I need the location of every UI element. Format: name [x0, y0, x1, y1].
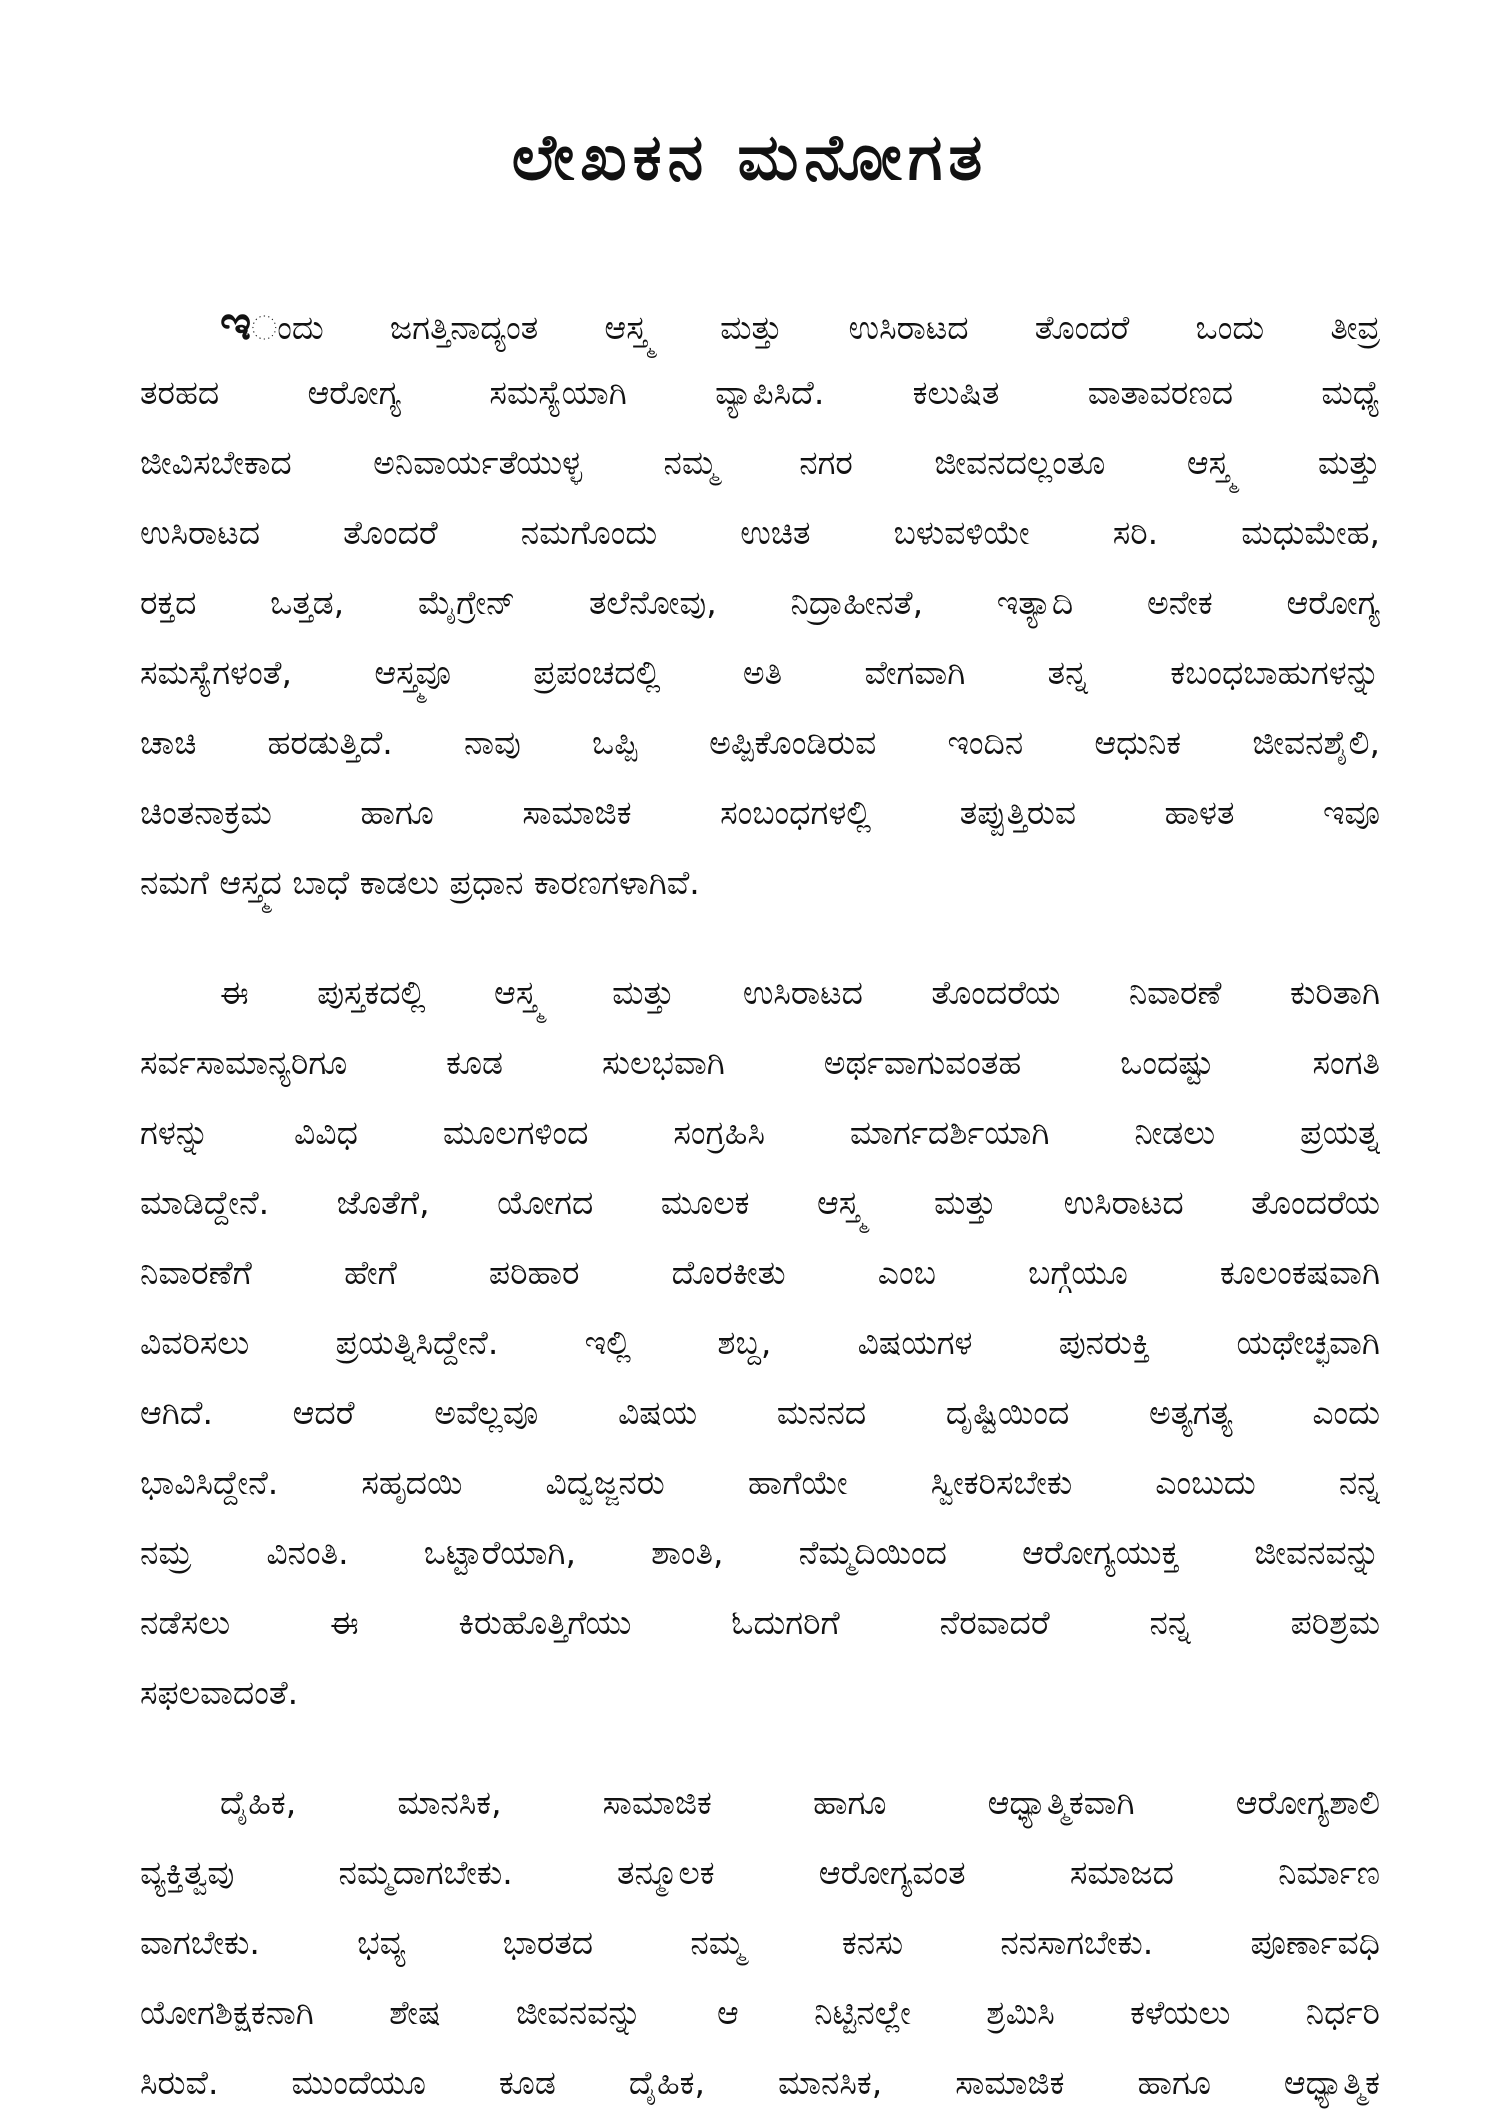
paragraph-2-line: ಭಾವಿಸಿದ್ದೇನೆ. ಸಹೃದಯಿ ವಿದ್ವಜ್ಜನರು ಹಾಗೆಯೇ ಸ್ವೀಕರಿಸಬೇಕು ಎಂಬುದು ನನ್ನ [140, 1463, 1380, 1502]
paragraph-1-line: ಜೀವಿಸಬೇಕಾದ ಅನಿವಾರ್ಯತೆಯುಳ್ಳ ನಮ್ಮ ನಗರ ಜೀವನದಲ್ಲಂತೂ ಆಸ್ತ್ಮ ಮತ್ತು [140, 443, 1380, 482]
paragraph-2-line: ನಡೆಸಲು ಈ ಕಿರುಹೊತ್ತಿಗೆಯು ಓದುಗರಿಗೆ ನೆರವಾದರೆ ನನ್ನ ಪರಿಶ್ರಮ [140, 1603, 1380, 1642]
paragraph-1-line: ಚಾಚಿ ಹರಡುತ್ತಿದೆ. ನಾವು ಒಪ್ಪಿ ಅಪ್ಪಿಕೊಂಡಿರುವ ಇಂದಿನ ಆಧುನಿಕ ಜೀವನಶೈಲಿ, [140, 723, 1380, 762]
paragraph-2-line: ಮಾಡಿದ್ದೇನೆ. ಜೊತೆಗೆ, ಯೋಗದ ಮೂಲಕ ಆಸ್ತ್ಮ ಮತ್ತು ಉಸಿರಾಟದ ತೊಂದರೆಯ [140, 1183, 1380, 1222]
paragraph-1-line: ಚಿಂತನಾಕ್ರಮ ಹಾಗೂ ಸಾಮಾಜಿಕ ಸಂಬಂಧಗಳಲ್ಲಿ ತಪ್ಪುತ್ತಿರುವ ಹಾಳತ ಇವೂ [140, 793, 1380, 832]
paragraph-2-line: ಸರ್ವಸಾಮಾನ್ಯರಿಗೂ ಕೂಡ ಸುಲಭವಾಗಿ ಅರ್ಥವಾಗುವಂತಹ ಒಂದಷ್ಟು ಸಂಗತಿ [140, 1043, 1380, 1082]
paragraph-2-line: ನಮ್ರ ವಿನಂತಿ. ಒಟ್ಟಾರೆಯಾಗಿ, ಶಾಂತಿ, ನೆಮ್ಮದಿಯಿಂದ ಆರೋಗ್ಯಯುಕ್ತ ಜೀವನವನ್ನು [140, 1533, 1380, 1572]
paragraph-spacer [140, 1728, 1380, 1768]
paragraph-1-line-1 [140, 288, 1380, 358]
paragraph-3-line: ವ್ಯಕ್ತಿತ್ವವು ನಮ್ಮದಾಗಬೇಕು. ತನ್ಮೂಲಕ ಆರೋಗ್ಯವಂತ ಸಮಾಜದ ನಿರ್ಮಾಣ [140, 1853, 1380, 1892]
drop-cap: ಇ [220, 295, 252, 351]
paragraph-2-line: ಈ ಪುಸ್ತಕದಲ್ಲಿ ಆಸ್ತ್ಮ ಮತ್ತು ಉಸಿರಾಟದ ತೊಂದರೆಯ ನಿವಾರಣೆ ಕುರಿತಾಗಿ [220, 973, 1380, 1012]
paragraph-2-line: ಗಳನ್ನು ವಿವಿಧ ಮೂಲಗಳಿಂದ ಸಂಗ್ರಹಿಸಿ ಮಾರ್ಗದರ್ಶಿಯಾಗಿ ನೀಡಲು ಪ್ರಯತ್ನ [140, 1113, 1380, 1152]
paragraph-1-line: ಉಸಿರಾಟದ ತೊಂದರೆ ನಮಗೊಂದು ಉಚಿತ ಬಳುವಳಿಯೇ ಸರಿ. ಮಧುಮೇಹ, [140, 513, 1380, 552]
paragraph-1-line: ನಮಗೆ ಆಸ್ತ್ಮದ ಬಾಧೆ ಕಾಡಲು ಪ್ರಧಾನ ಕಾರಣಗಳಾಗಿವೆ. [140, 863, 700, 902]
paragraph-2-line: ವಿವರಿಸಲು ಪ್ರಯತ್ನಿಸಿದ್ದೇನೆ. ಇಲ್ಲಿ ಶಬ್ದ, ವಿಷಯಗಳ ಪುನರುಕ್ತಿ ಯಥೇಚ್ಛವಾಗಿ [140, 1323, 1380, 1362]
body-text [140, 288, 1380, 2118]
paragraph-1-line: ಸಮಸ್ಯೆಗಳಂತೆ, ಆಸ್ತ್ಮವೂ ಪ್ರಪಂಚದಲ್ಲಿ ಅತಿ ವೇಗವಾಗಿ ತನ್ನ ಕಬಂಧಬಾಹುಗಳನ್ನು [140, 653, 1380, 692]
page-title: ಲೇಖಕನ ಮನೋಗತ [511, 121, 989, 195]
paragraph-spacer [140, 918, 1380, 958]
paragraph-3-line: ದೈಹಿಕ, ಮಾನಸಿಕ, ಸಾಮಾಜಿಕ ಹಾಗೂ ಆಧ್ಯಾತ್ಮಿಕವಾಗಿ ಆರೋಗ್ಯಶಾಲಿ [220, 1783, 1380, 1822]
paragraph-1-line-1-text: ಂದು ಜಗತ್ತಿನಾದ್ಯಂತ ಆಸ್ತ್ಮ ಮತ್ತು ಉಸಿರಾಟದ ತೊಂದರೆ ಒಂದು ತೀವ್ರ [251, 308, 1380, 347]
paragraph-2-line: ಆಗಿದೆ. ಆದರೆ ಅವೆಲ್ಲವೂ ವಿಷಯ ಮನನದ ದೃಷ್ಟಿಯಿಂದ ಅತ್ಯಗತ್ಯ ಎಂದು [140, 1393, 1380, 1432]
paragraph-3-line: ವಾಗಬೇಕು. ಭವ್ಯ ಭಾರತದ ನಮ್ಮ ಕನಸು ನನಸಾಗಬೇಕು. ಪೂರ್ಣಾವಧಿ [140, 1923, 1380, 1962]
paragraph-1-line: ತರಹದ ಆರೋಗ್ಯ ಸಮಸ್ಯೆಯಾಗಿ ವ್ಯಾಪಿಸಿದೆ. ಕಲುಷಿತ ವಾತಾವರಣದ ಮಧ್ಯೆ [140, 373, 1380, 412]
paragraph-3-line: ಸಿರುವೆ. ಮುಂದೆಯೂ ಕೂಡ ದೈಹಿಕ, ಮಾನಸಿಕ, ಸಾಮಾಜಿಕ ಹಾಗೂ ಆಧ್ಯಾತ್ಮಿಕ [140, 2063, 1380, 2102]
paragraph-3-line: ಯೋಗಶಿಕ್ಷಕನಾಗಿ ಶೇಷ ಜೀವನವನ್ನು ಆ ನಿಟ್ಟಿನಲ್ಲೇ ಶ್ರಮಿಸಿ ಕಳೆಯಲು ನಿರ್ಧರಿ [140, 1993, 1380, 2032]
paragraph-2-line: ಸಫಲವಾದಂತೆ. [140, 1673, 299, 1712]
paragraph-1-line: ರಕ್ತದ ಒತ್ತಡ, ಮೈಗ್ರೇನ್ ತಲೆನೋವು, ನಿದ್ರಾಹೀನತೆ, ಇತ್ಯಾದಿ ಅನೇಕ ಆರೋಗ್ಯ [140, 583, 1380, 622]
paragraph-2-line: ನಿವಾರಣೆಗೆ ಹೇಗೆ ಪರಿಹಾರ ದೊರಕೀತು ಎಂಬ ಬಗ್ಗೆಯೂ ಕೂಲಂಕಷವಾಗಿ [140, 1253, 1380, 1292]
